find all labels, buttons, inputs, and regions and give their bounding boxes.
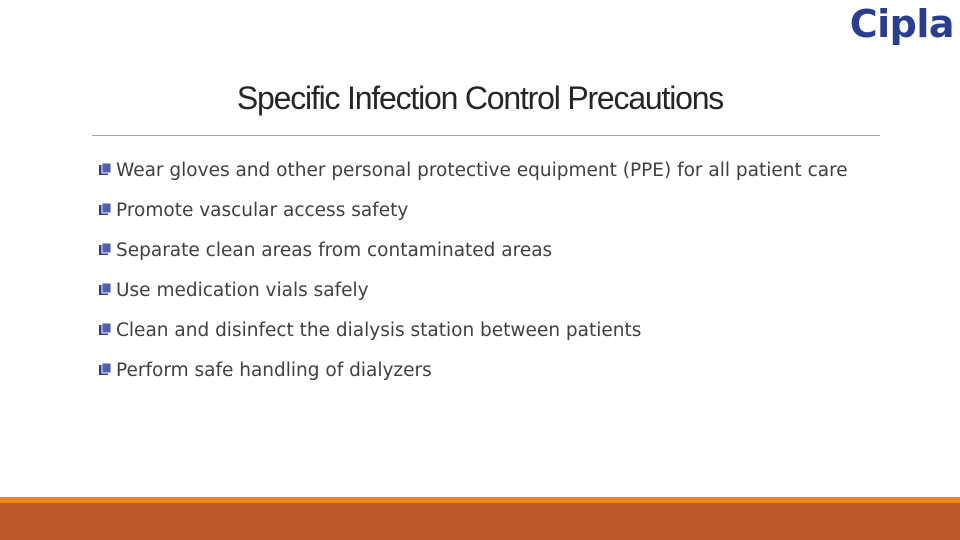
bullet-text: Use medication vials safely [116,280,369,301]
bullet-item [99,158,859,184]
checkbox-square-icon [99,283,111,296]
checkbox-square-icon [99,323,111,336]
bullet-list [99,158,859,398]
checkbox-square-icon [99,243,111,256]
bullet-text: Promote vascular access safety [116,200,409,221]
bullet-text: Perform safe handling of dialyzers [116,360,432,381]
footer-bar [0,503,960,540]
bullet-text: Wear gloves and other personal protective equipment (PPE) for all patient care [116,160,848,181]
slide-title: Specific Infection Control Precautions [236,80,724,116]
bullet-item [99,278,859,304]
checkbox-square-icon [99,363,111,376]
bullet-item [99,358,859,384]
bullet-item [99,198,859,224]
checkbox-square-icon [99,163,111,176]
bullet-text: Clean and disinfect the dialysis station between patients [116,320,642,341]
bullet-item [99,318,859,344]
bullet-text: Separate clean areas from contaminated areas [116,240,553,261]
title-divider [92,135,880,136]
bullet-item [99,238,859,264]
checkbox-square-icon [99,203,111,216]
cipla-logo: Cipla [849,2,954,46]
